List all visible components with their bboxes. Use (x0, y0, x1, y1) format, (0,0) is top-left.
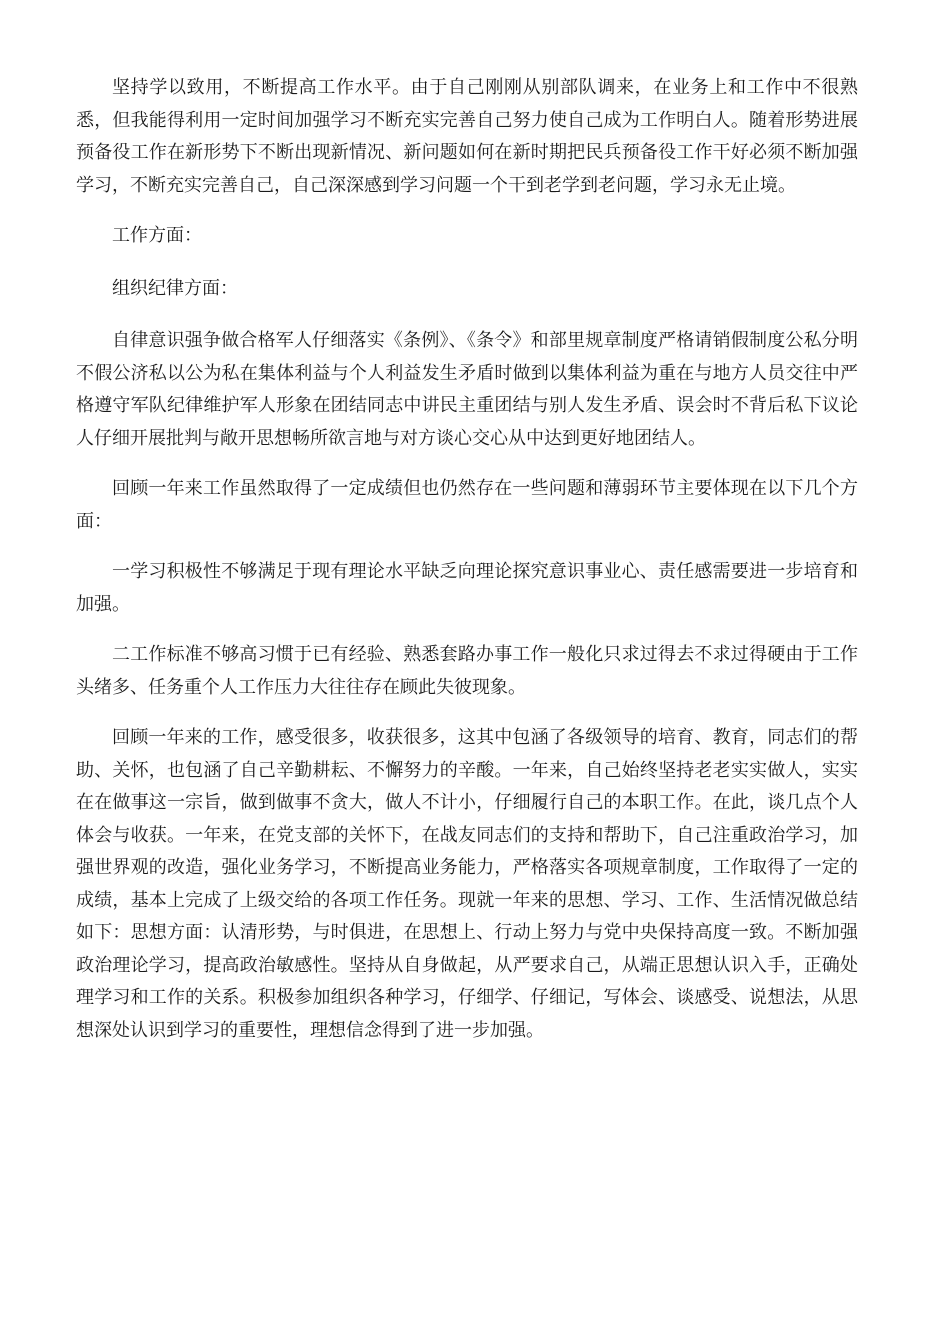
heading-discipline-aspect: 组织纪律方面： (112, 277, 238, 299)
paragraph-discipline: 自律意识强争做合格军人仔细落实《条例》、《条令》和部里规章制度严格请销假制度公私分明不假公济私以公为私在集体利益与个人利益发生矛盾时做到以集体利益为重在与地方人员交往中严格遵守军队纪律维护军人形象在团结同志中讲民主重团结与别人发生矛盾、误会时不背后私下议论人仔细开展批判与敞开思想畅所欲言地与对方谈心交心从中达到更好地团结人。 (76, 330, 858, 449)
paragraph-problem-one: 一学习积极性不够满足于现有理论水平缺乏向理论探究意识事业心、责任感需要进一步培育和加强。 (76, 561, 858, 615)
paragraph-review-problems: 回顾一年来工作虽然取得了一定成绩但也仍然存在一些问题和薄弱环节主要体现在以下几个方面： (76, 478, 858, 532)
heading-work-aspect: 工作方面： (112, 225, 202, 246)
paragraph-summary: 回顾一年来的工作，感受很多，收获很多，这其中包涵了各级领导的培育、教育，同志们的帮助、关怀，也包涵了自己辛勤耕耘、不懈努力的辛酸。一年来，自己始终坚持老老实实做人，实实在在做事这一宗旨，做到做事不贪大，做人不计小，仔细履行自己的本职工作。在此，谈几点个人体会与收获。一年来，在党支部的关怀下，在战友同志们的支持和帮助下，自己注重政治学习，加强世界观的改造，强化业务学习，不断提高业务能力，严格落实各项规章制度，工作取得了一定的成绩，基本上完成了上级交给的各项工作任务。现就一年来的思想、学习、工作、生活情况做总结如下：思想方面：认清形势，与时俱进，在思想上、行动上努力与党中央保持高度一致。不断加强政治理论学习，提高政治敏感性。坚持从自身做起，从严要求自己，从端正思想认识入手，正确处理学习和工作的关系。积极参加组织各种学习，仔细学、仔细记，写体会、谈感受、说想法，从思想深处认识到学习的重要性，理想信念得到了进一步加强。 (76, 727, 858, 1041)
paragraph-problem-two: 二工作标准不够高习惯于已有经验、熟悉套路办事工作一般化只求过得去不求过得硬由于工作头绪多、任务重个人工作压力大往往存在顾此失彼现象。 (76, 644, 858, 698)
paragraph-study: 坚持学以致用，不断提高工作水平。由于自己刚刚从别部队调来，在业务上和工作中不很熟悉，但我能得利用一定时间加强学习不断充实完善自己努力使自己成为工作明白人。随着形势进展预备役工作在新形势下不断出现新情况、新问题如何在新时期把民兵预备役工作干好必须不断加强学习，不断充实完善自己，自己深深感到学习问题一个干到老学到老问题，学习永无止境。 (76, 77, 858, 196)
document-body (76, 72, 858, 1065)
